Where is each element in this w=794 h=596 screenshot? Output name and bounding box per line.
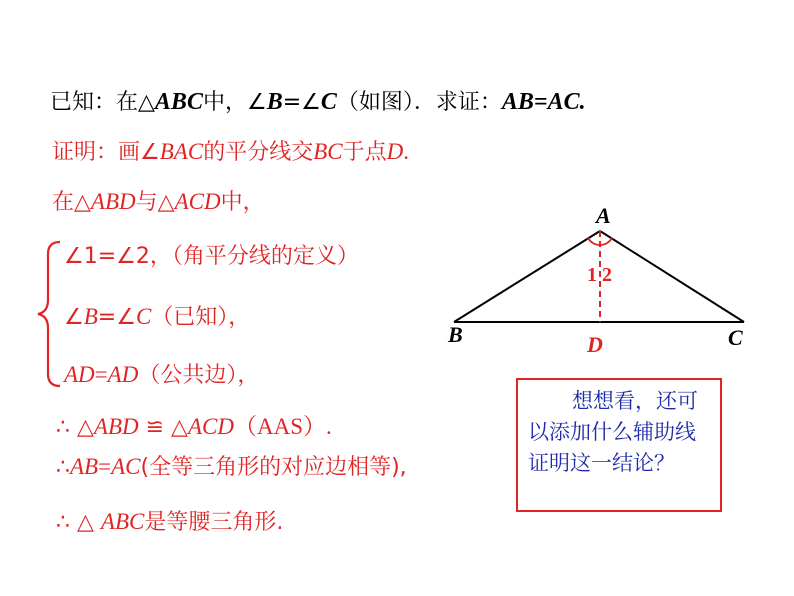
proof-l1-b: 的平分线交: [203, 140, 314, 165]
angle-arc-1: [588, 238, 600, 245]
condition-3-end: （公共边），: [138, 363, 260, 388]
proof-l1-c: 于点: [342, 140, 387, 165]
given-eq2: =: [533, 89, 548, 115]
proof-l2-a: 在△: [52, 190, 91, 215]
given-end: .: [579, 89, 586, 115]
vertex-label-c: C: [728, 325, 743, 350]
proof-l4-a: ∴: [56, 455, 70, 480]
proof-l1-d: D: [386, 139, 404, 164]
proof-l5-end: 是等腰三角形.: [144, 510, 284, 535]
proof-l1-end: .: [403, 139, 409, 164]
proof-l4-end: (全等三角形的对应边相等),: [140, 455, 407, 480]
side-ab: [454, 231, 600, 322]
angle-label-2: 2: [602, 264, 612, 286]
think-note-box: [516, 378, 722, 512]
proof-l1-bc: BC: [313, 139, 343, 164]
proof-l4-ab: AB: [70, 454, 99, 479]
condition-2-eq: =∠: [97, 305, 136, 330]
proof-l3-cong: ≌ △: [138, 415, 188, 440]
condition-2-b: B: [83, 304, 98, 329]
think-note-text: 想想看，还可以添加什么辅助线证明这一结论？: [528, 389, 698, 475]
condition-1-text: ∠1=∠2，（角平分线的定义）: [64, 244, 359, 269]
condition-2-end: （已知），: [151, 305, 251, 330]
point-label-d: D: [587, 332, 603, 357]
condition-3-ad2: AD: [107, 362, 139, 387]
given-angle-b: B: [266, 89, 283, 115]
proof-l1-bac: BAC: [159, 139, 204, 164]
given-prefix: 已知：在△: [50, 90, 155, 115]
angle-label-1: 1: [587, 264, 597, 286]
proof-l2-c: 中，: [220, 190, 265, 215]
condition-2-c: C: [135, 304, 152, 329]
given-angle-c: C: [320, 89, 337, 115]
proof-l3-abd: ABD: [93, 414, 139, 439]
proof-l4-eq: =: [98, 454, 112, 479]
given-mid2: （如图）．求证：: [336, 90, 502, 115]
given-ac: AC: [547, 89, 580, 115]
side-ac: [600, 231, 744, 322]
proof-l2-abd: ABD: [90, 189, 136, 214]
condition-3-eq: =: [94, 362, 108, 387]
proof-l5-a: ∴ △: [56, 510, 101, 535]
proof-l2-acd: ACD: [174, 189, 221, 214]
given-eq: =∠: [282, 90, 321, 115]
proof-l3-acd: ACD: [187, 414, 234, 439]
vertex-label-a: A: [596, 203, 611, 228]
condition-3-ad1: AD: [64, 362, 95, 387]
given-mid1: 中，∠: [202, 90, 267, 115]
proof-l3-end: （AAS）.: [233, 414, 332, 439]
proof-l5-abc: ABC: [100, 509, 145, 534]
proof-l1-a: 证明：画∠: [52, 140, 160, 165]
given-ab: AB: [501, 89, 534, 115]
condition-2-angle: ∠: [64, 305, 84, 330]
angle-arc-2: [600, 238, 612, 245]
vertex-label-b: B: [448, 322, 463, 347]
proof-l2-b: 与△: [135, 190, 175, 215]
given-triangle-abc: ABC: [154, 89, 203, 115]
proof-l3-a: ∴ △: [56, 415, 94, 440]
proof-l4-ac: AC: [111, 454, 141, 479]
